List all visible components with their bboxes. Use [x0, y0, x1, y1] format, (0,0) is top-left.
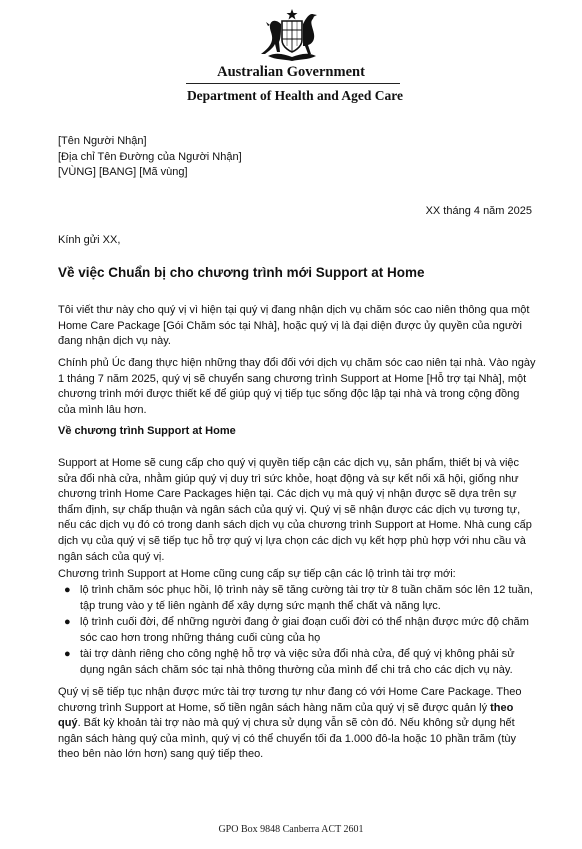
funding-paragraph — [58, 685, 538, 763]
list-item — [58, 647, 538, 678]
list-item-text: lộ trình cuối đời, để những người đang ở giai đoạn cuối đời có thể nhận được mức độ chăm sóc cao hơn trong những tháng cuối cùng của họ — [80, 616, 529, 644]
government-name: Australian Government — [217, 64, 365, 80]
salutation: Kính gửi XX, — [58, 234, 121, 246]
intro-paragraph: Tôi viết thư này cho quý vị vì hiện tại quý vị đang nhận dịch vụ chăm sóc cao niên thông qua một Home Care Package [Gói Chăm sóc tại Nhà], hoặc quý vị là đại diện được ủy quyền của người đang nhận dịch vụ này. — [58, 304, 530, 348]
footer-address: GPO Box 9848 Canberra ACT 2601 — [218, 824, 364, 835]
bullet-icon: ● — [64, 648, 71, 661]
funding-text-end: . Bất kỳ khoản tài trợ nào mà quý vị chưa sử dụng vẫn sẽ còn đó. Nếu không sử dụng hết ngân sách hàng quý của mình, quý vị có thể chuyển tối đa 1.000 đô-la hoặc 10 phần trăm (tùy theo bên nào lớn hơn) sang quý tiếp theo. — [58, 717, 517, 761]
recipient-street: [Địa chỉ Tên Đường của Người Nhận] — [58, 150, 242, 163]
letter-title: Về việc Chuẩn bị cho chương trình mới Support at Home — [58, 265, 425, 280]
letter-date: XX tháng 4 năm 2025 — [425, 205, 532, 217]
changes-paragraph: Chính phủ Úc đang thực hiện những thay đổi đối với dịch vụ chăm sóc cao niên tại nhà. Vào ngày 1 tháng 7 năm 2025, quý vị sẽ chuyển sang chương trình Support at Home [Hỗ trợ tại Nhà], một chương trình mới được thiết kế để giúp quý vị tiếp tục sống độc lập tại nhà và trong cộng đồng của mình lâu hơn. — [58, 357, 536, 416]
funding-pathways-list — [58, 583, 538, 680]
program-description-paragraph: Support at Home sẽ cung cấp cho quý vị quyền tiếp cận các dịch vụ, sản phẩm, thiết bị và việc sửa đổi nhà cửa, nhằm giúp quý vị duy trì sức khỏe, hoạt động và sự kết nối xã hội, giống như chương trình Home Care Packages hiện tại. Các dịch vụ mà quý vị nhận được sẽ dựa trên sự thẩm định, sự chấp thuận và ngân sách của quý vị. Quý vị sẽ nhận được các dịch vụ tương tự, nếu các dịch vụ đó có trong danh sách dịch vụ của chương trình Support at Home. Nhà cung cấp dịch vụ của quý vị sẽ tiếp tục hỗ trợ quý vị lựa chọn các dịch vụ kết hợp phù hợp với nhu cầu và ngân sách của quý vị. — [58, 457, 532, 563]
list-item — [58, 583, 538, 614]
section-heading: Về chương trình Support at Home — [58, 425, 236, 437]
recipient-region: [VÙNG] [BANG] [Mã vùng] — [58, 166, 188, 178]
list-item-text: lộ trình chăm sóc phục hồi, lộ trình này sẽ tăng cường tài trợ từ 8 tuần chăm sóc lên 12 tuần, tập trung vào y tế liên ngành để xây dựng sức mạnh thể chất và năng lực. — [80, 584, 533, 612]
bullet-icon: ● — [64, 584, 71, 596]
header-divider — [186, 83, 400, 84]
funding-text-emphasis: theo quý — [58, 701, 514, 730]
funding-pathways-intro: Chương trình Support at Home cũng cung cấp sự tiếp cận các lộ trình tài trợ mới: — [58, 568, 456, 580]
list-item-text: tài trợ dành riêng cho công nghệ hỗ trợ và việc sửa đổi nhà cửa, để quý vị không phải sử dụng ngân sách chăm sóc tại nhà thông thường của mình để chi trả cho các dịch vụ này. — [80, 648, 515, 676]
recipient-name: [Tên Người Nhận] — [58, 135, 147, 147]
funding-text-start: Quý vị sẽ tiếp tục nhận được mức tài trợ tương tự như đang có với Home Care Package. Theo chương trình Support at Home, số tiền ngân sách hàng năm của quý vị sẽ được quản lý — [58, 686, 522, 714]
recipient-address — [58, 134, 242, 181]
coat-of-arms-logo — [256, 8, 328, 64]
department-name: Department of Health and Aged Care — [186, 88, 404, 103]
bullet-icon: ● — [64, 616, 71, 629]
list-item — [58, 615, 538, 646]
